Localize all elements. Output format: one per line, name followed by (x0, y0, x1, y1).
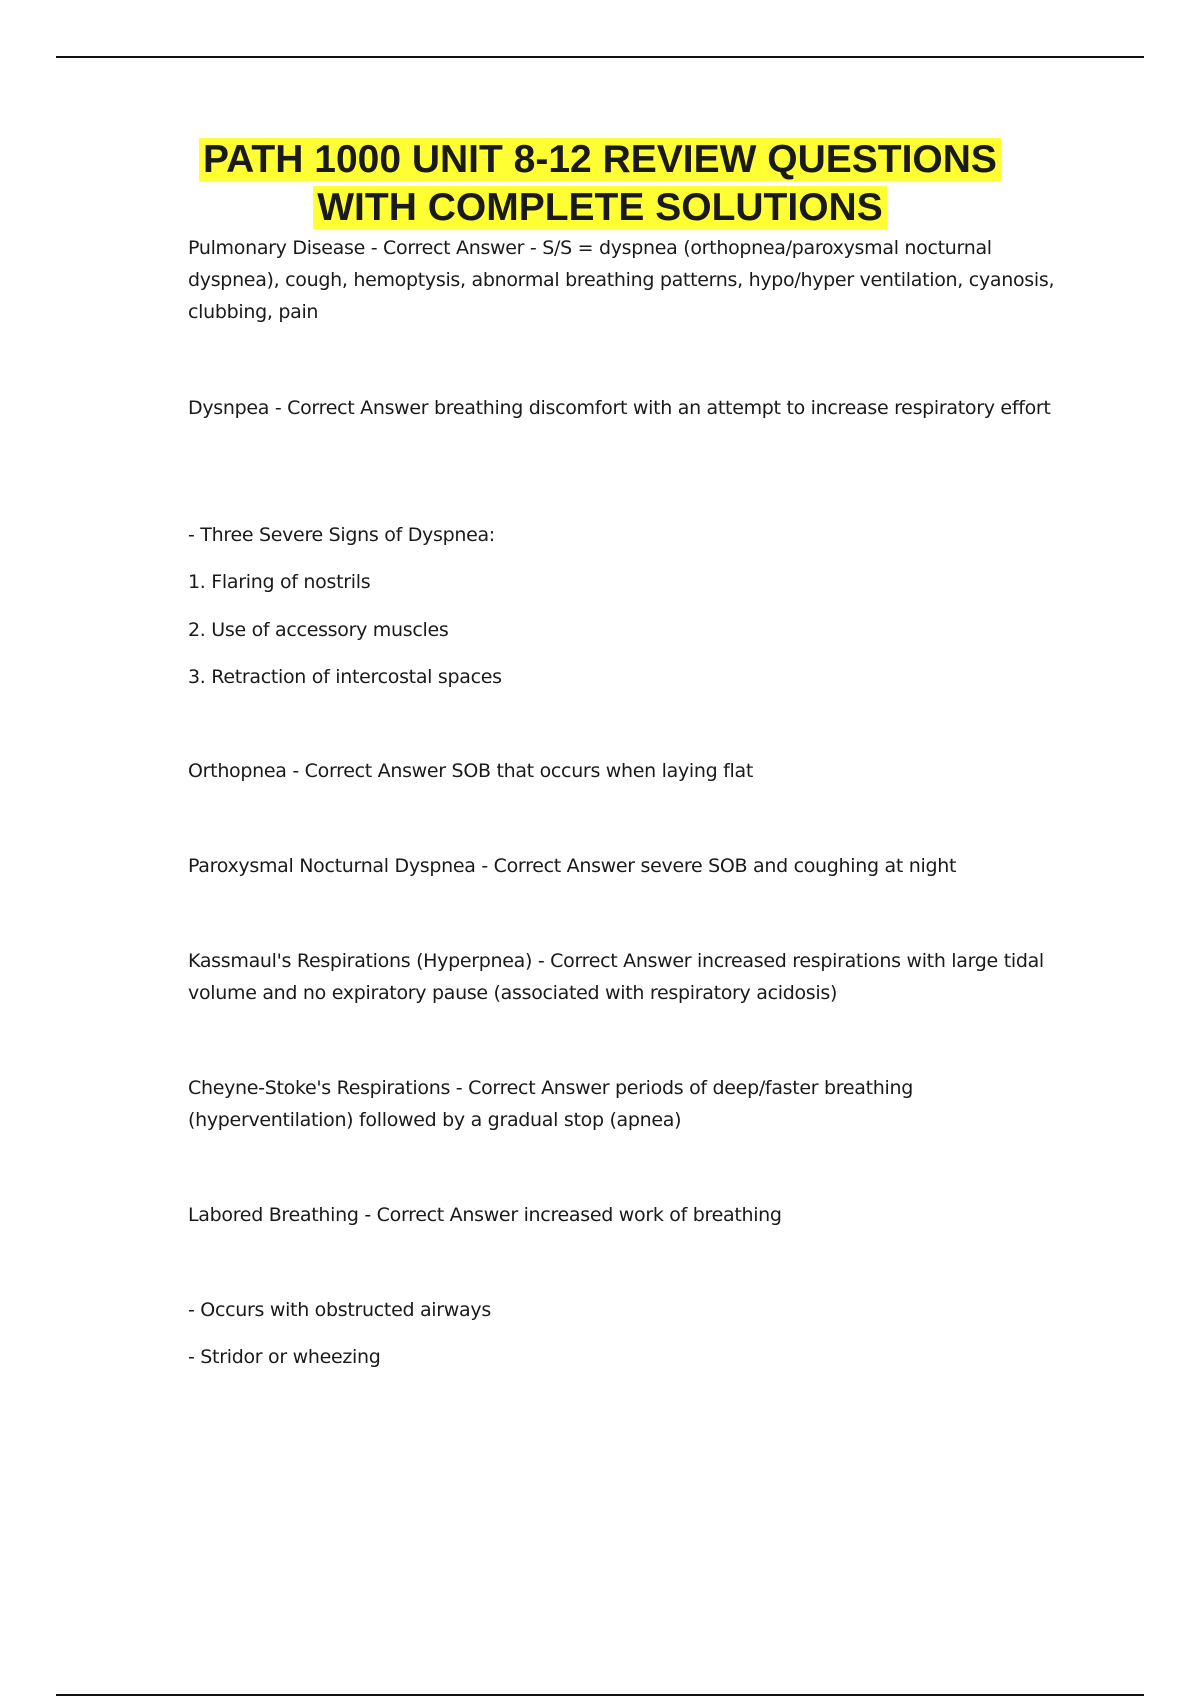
entry-sign-1: 1. Flaring of nostrils (188, 571, 371, 593)
entry-sign-2: 2. Use of accessory muscles (188, 619, 449, 641)
entry-kussmaul: Kassmaul's Respirations (Hyperpnea) - Correct Answer increased respirations with large tidal volume and no expiratory pause (associated with respiratory acidosis) (188, 950, 1044, 1004)
bottom-rule (56, 1694, 1144, 1696)
top-rule (56, 56, 1144, 58)
entry-labored-breathing: Labored Breathing - Correct Answer increased work of breathing (188, 1204, 782, 1226)
entry-orthopnea: Orthopnea - Correct Answer SOB that occurs when laying flat (188, 760, 753, 782)
entry-sign-3: 3. Retraction of intercostal spaces (188, 666, 502, 688)
entry-pulmonary-disease: Pulmonary Disease - Correct Answer - S/S = dyspnea (orthopnea/paroxysmal nocturnal dyspnea), cough, hemoptysis, abnormal breathing patterns, hypo/hyper ventilation, cyanosis, clubbing, pain (188, 237, 1055, 323)
document-title (150, 136, 1050, 232)
entry-severe-signs-heading: - Three Severe Signs of Dyspnea: (188, 524, 495, 546)
entry-obstructed-airways: - Occurs with obstructed airways (188, 1299, 491, 1321)
entry-pnd: Paroxysmal Nocturnal Dyspnea - Correct Answer severe SOB and coughing at night (188, 855, 957, 877)
entry-dyspnea: Dysnpea - Correct Answer breathing discomfort with an attempt to increase respiratory effort (188, 397, 1051, 419)
entry-stridor-wheezing: - Stridor or wheezing (188, 1346, 381, 1368)
entry-cheyne-stokes: Cheyne-Stoke's Respirations - Correct Answer periods of deep/faster breathing (hyperventilation) followed by a gradual stop (apnea) (188, 1077, 914, 1131)
title-line-2: WITH COMPLETE SOLUTIONS (313, 186, 886, 229)
title-line-1: PATH 1000 UNIT 8-12 REVIEW QUESTIONS (199, 138, 1001, 181)
